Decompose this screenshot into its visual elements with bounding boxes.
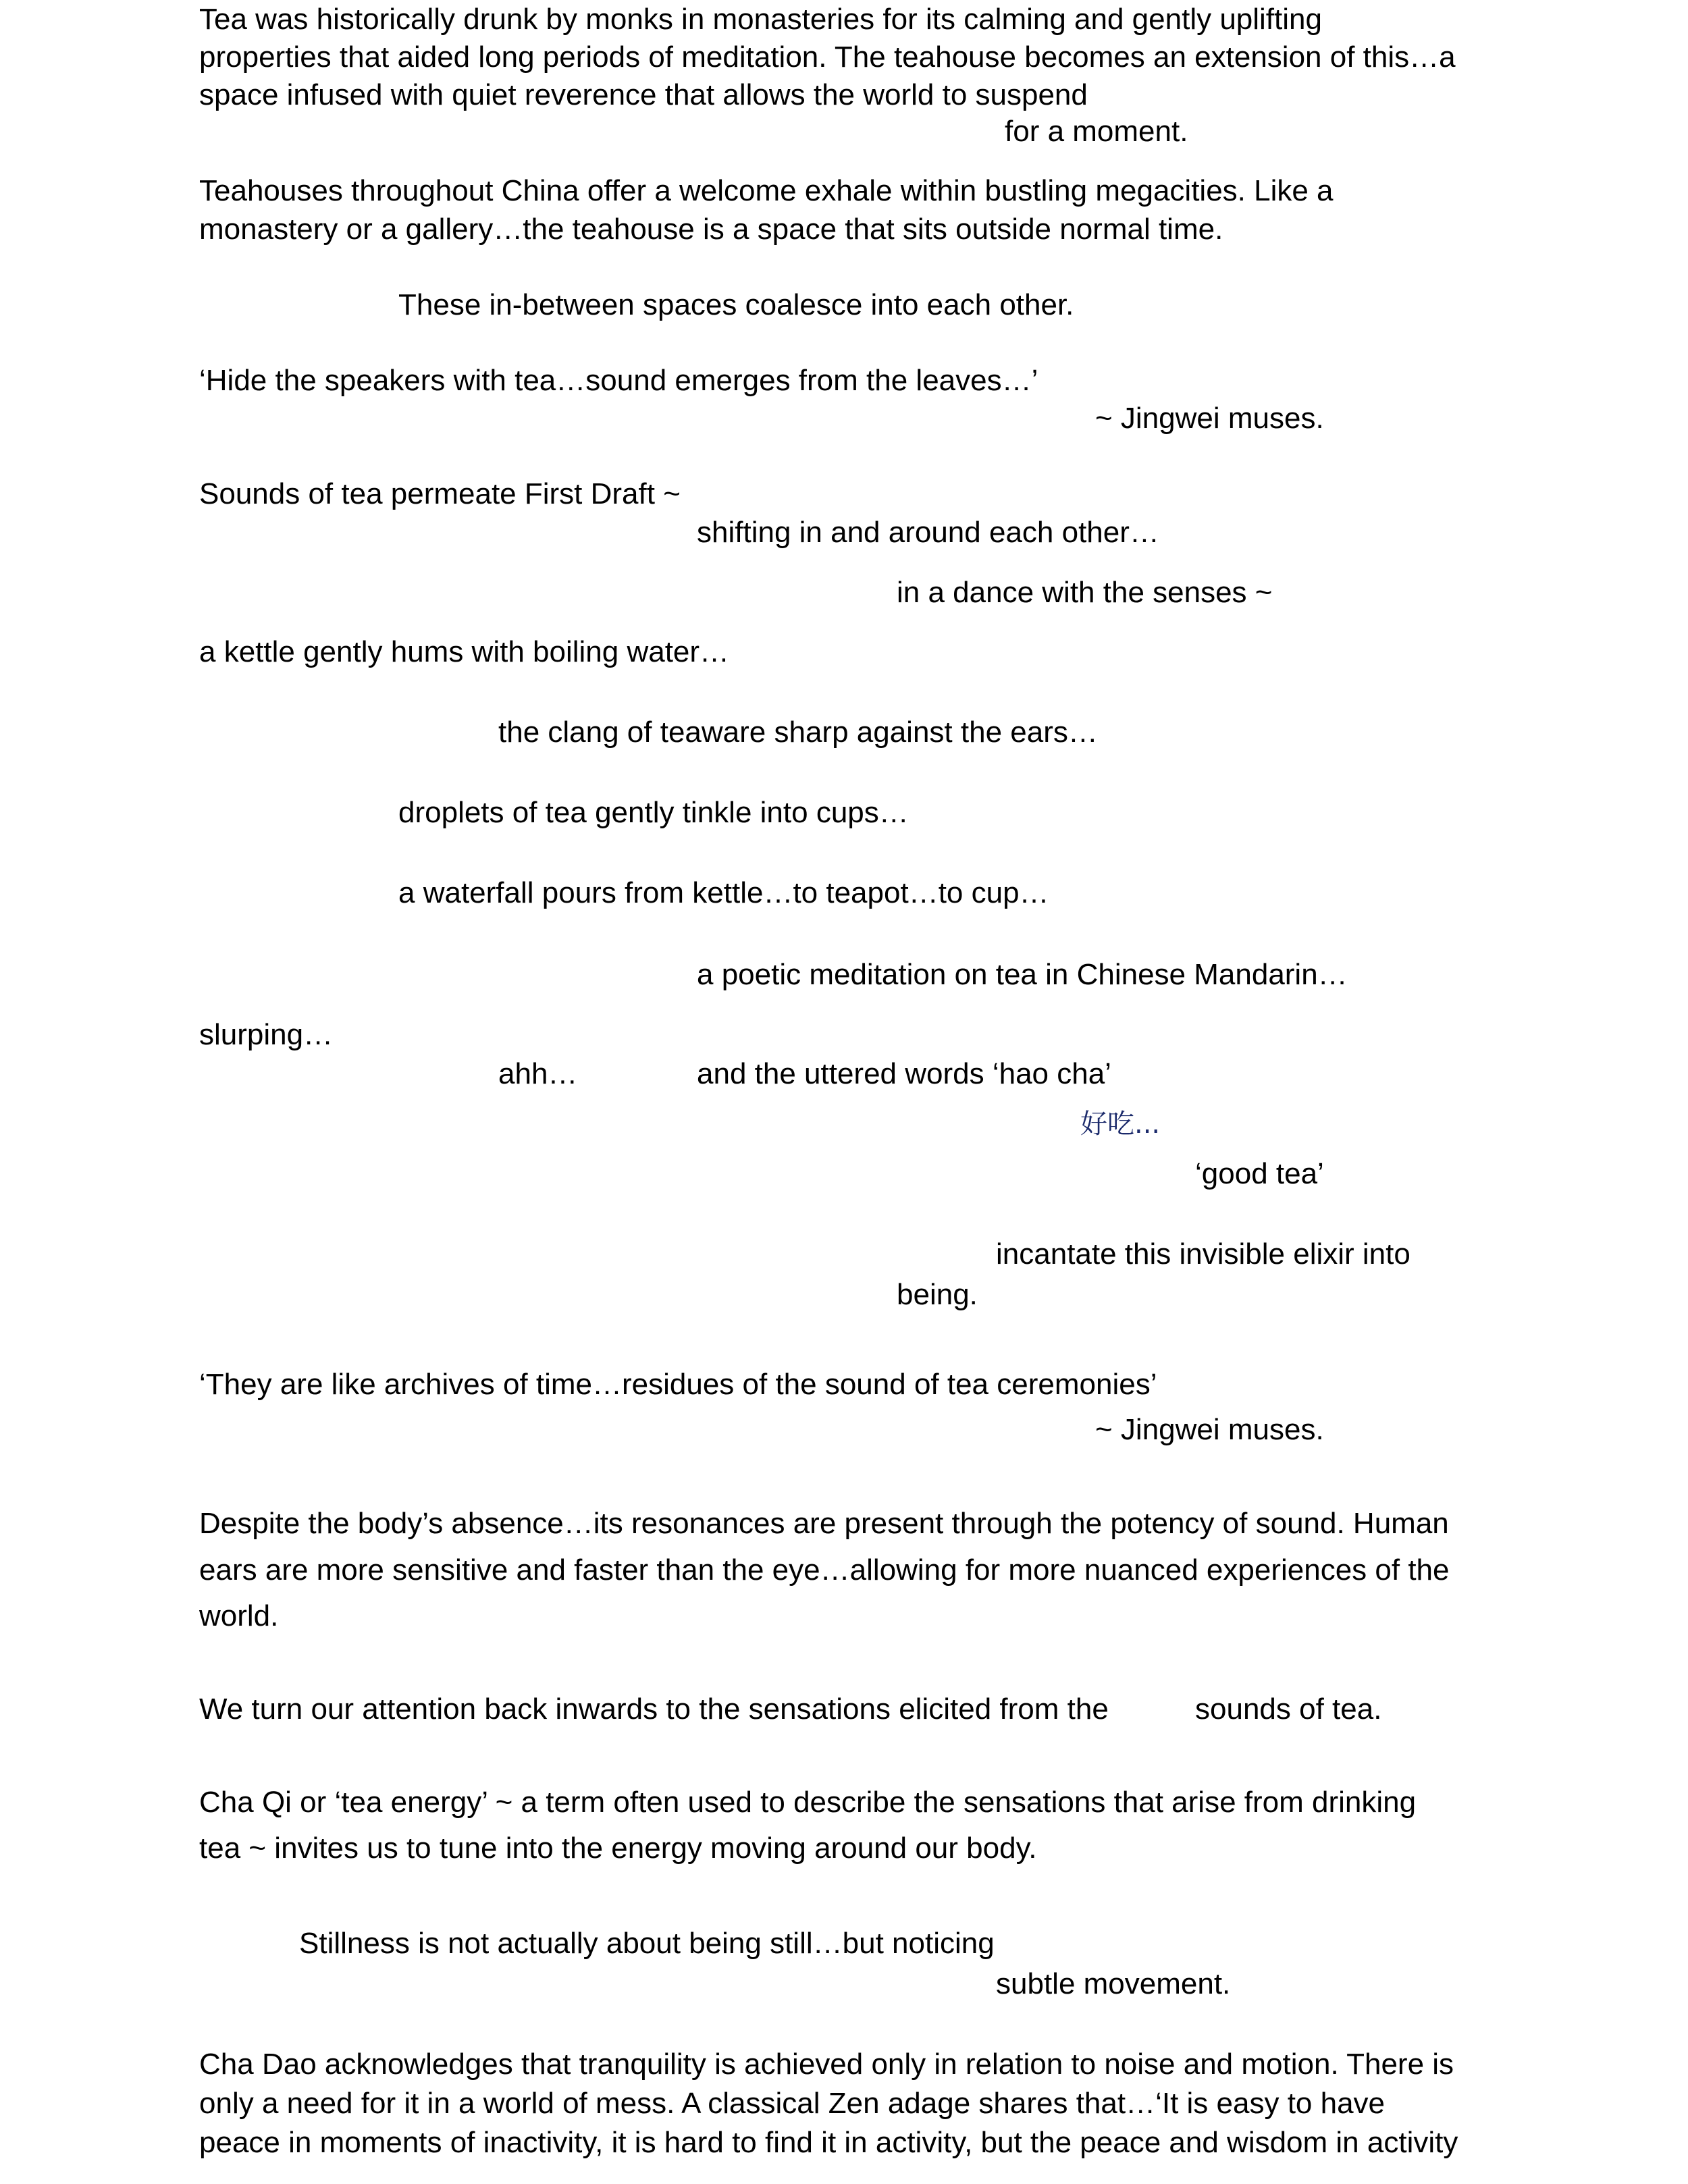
intro-line-1: Tea was historically drunk by monks in monasteries for its calming and gently uplifting <box>199 3 1322 36</box>
poem-line-11: and the uttered words ‘hao cha’ <box>697 1057 1111 1090</box>
intro-line-3: space infused with quiet reverence that allows the world to suspend <box>199 78 1088 111</box>
despite-line-2: ears are more sensitive and faster than the eye…allowing for more nuanced experiences of the <box>199 1553 1450 1587</box>
chadao-line-3: peace in moments of inactivity, it is hard to find it in activity, but the peace and wisdom in activity <box>199 2126 1458 2159</box>
inwards-line-a: We turn our attention back inwards to the sensations elicited from the <box>199 1693 1109 1726</box>
poem-line-3: in a dance with the senses ~ <box>897 576 1273 609</box>
poem-line-15: being. <box>897 1278 978 1311</box>
poem-line-6: droplets of tea gently tinkle into cups… <box>398 796 909 829</box>
stillness-line-a: Stillness is not actually about being still…but noticing <box>299 1927 995 1960</box>
teahouses-line-2: monastery or a gallery…the teahouse is a space that sits outside normal time. <box>199 213 1223 246</box>
poem-line-2: shifting in and around each other… <box>697 516 1159 549</box>
quote-1-attribution: ~ Jingwei muses. <box>1095 402 1324 435</box>
chadao-line-1: Cha Dao acknowledges that tranquility is achieved only in relation to noise and motion. There is <box>199 2048 1454 2081</box>
in-between-line: These in-between spaces coalesce into each other. <box>398 288 1074 321</box>
chaqi-line-1: Cha Qi or ‘tea energy’ ~ a term often used to describe the sensations that arise from drinking <box>199 1786 1417 1819</box>
quote-2-text: ‘They are like archives of time…residues of the sound of tea ceremonies’ <box>199 1368 1157 1401</box>
intro-line-2: properties that aided long periods of meditation. The teahouse becomes an extension of this…a <box>199 41 1456 74</box>
poem-line-4: a kettle gently hums with boiling water… <box>199 635 730 668</box>
despite-line-3: world. <box>199 1599 279 1632</box>
quote-1-text: ‘Hide the speakers with tea…sound emerges from the leaves…’ <box>199 364 1038 397</box>
poem-line-5: the clang of teaware sharp against the ears… <box>498 716 1098 749</box>
poem-line-1: Sounds of tea permeate First Draft ~ <box>199 477 681 510</box>
poem-line-13: ‘good tea’ <box>1195 1157 1324 1190</box>
poem-line-chinese: 好吃... <box>1080 1109 1161 1140</box>
poem-line-14: incantate this invisible elixir into <box>996 1237 1410 1271</box>
quote-2-attribution: ~ Jingwei muses. <box>1095 1413 1324 1446</box>
intro-line-4: for a moment. <box>1005 115 1188 148</box>
poem-line-10: ahh… <box>498 1057 578 1090</box>
inwards-line-b: sounds of tea. <box>1195 1693 1382 1726</box>
stillness-line-b: subtle movement. <box>996 1967 1231 2000</box>
chaqi-line-2: tea ~ invites us to tune into the energy moving around our body. <box>199 1832 1037 1865</box>
chadao-line-2: only a need for it in a world of mess. A classical Zen adage shares that…‘It is easy to have <box>199 2087 1386 2120</box>
poem-line-7: a waterfall pours from kettle…to teapot…to cup… <box>398 876 1049 909</box>
poem-line-9: slurping… <box>199 1018 334 1051</box>
teahouses-line-1: Teahouses throughout China offer a welcome exhale within bustling megacities. Like a <box>199 174 1334 207</box>
poem-line-8: a poetic meditation on tea in Chinese Mandarin… <box>697 958 1348 991</box>
despite-line-1: Despite the body’s absence…its resonances are present through the potency of sound. Human <box>199 1507 1449 1540</box>
